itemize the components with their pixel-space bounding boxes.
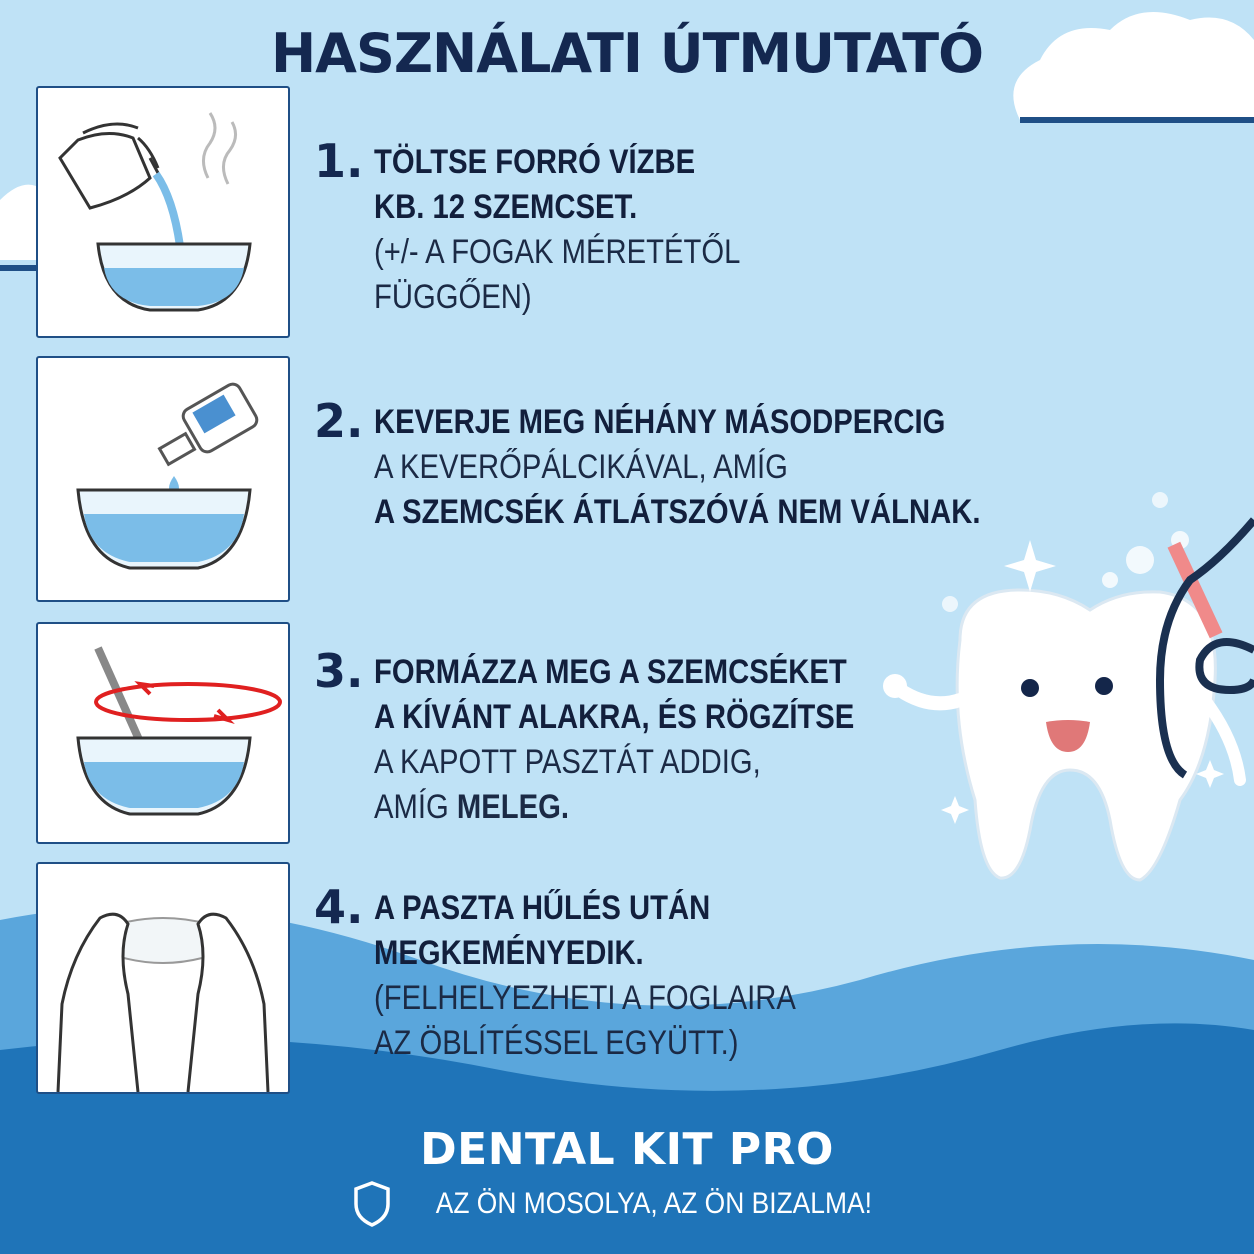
step-line: A SZEMCSÉK ÁTLÁTSZÓVÁ NEM VÁLNAK.: [374, 493, 981, 531]
cloud-icon: [0, 185, 36, 268]
step-line: FORMÁZZA MEG A SZEMCSÉKET: [374, 653, 847, 691]
step-line-emphasis: MELEG.: [456, 788, 569, 826]
step-number: 4.: [314, 880, 364, 934]
tooth-mascot-icon: [883, 492, 1254, 880]
bowl-icon: [98, 244, 250, 310]
step-3-illustration: [36, 622, 290, 844]
step-line: [374, 785, 854, 830]
slogan-row: [0, 1180, 1254, 1228]
step-line: (FELHELYEZHETI A FOGLAIRA: [374, 979, 796, 1017]
step-line: (+/- A FOGAK MÉRETÉTŐL: [374, 233, 741, 271]
step-line: MEGKEMÉNYEDIK.: [374, 934, 644, 972]
step-2-illustration: [36, 356, 290, 602]
shield-icon: [352, 1180, 392, 1228]
step-4-illustration: [36, 862, 290, 1094]
step-line: KB. 12 SZEMCSET.: [374, 188, 638, 226]
step-number: 1.: [314, 134, 364, 188]
brand-name: DENTAL KIT PRO: [420, 1124, 834, 1175]
step-line: A KÍVÁNT ALAKRA, ÉS RÖGZÍTSE: [374, 698, 855, 736]
step-1-illustration: [36, 86, 290, 338]
bowl-icon: [78, 738, 250, 814]
step-line: KEVERJE MEG NÉHÁNY MÁSODPERCIG: [374, 403, 946, 441]
step-line: AZ ÖBLÍTÉSSEL EGYÜTT.): [374, 1024, 739, 1062]
step-line: A KEVERŐPÁLCIKÁVAL, AMÍG: [374, 448, 788, 486]
step-line: A PASZTA HŰLÉS UTÁN: [374, 889, 711, 927]
step-line: TÖLTSE FORRÓ VÍZBE: [374, 143, 696, 181]
page-title: HASZNÁLATI ÚTMUTATÓ: [270, 22, 983, 85]
step-number: 3.: [314, 644, 364, 698]
step-line: FÜGGŐEN): [374, 278, 532, 316]
bowl-icon: [78, 490, 250, 568]
kettle-icon: [60, 124, 158, 208]
step-number: 2.: [314, 394, 364, 448]
step-line: A KAPOTT PASZTÁT ADDIG,: [374, 743, 761, 781]
step-line-part: AMÍG: [374, 788, 457, 826]
slogan: AZ ÖN MOSOLYA, AZ ÖN BIZALMA!: [435, 1187, 873, 1220]
bottle-icon: [160, 381, 260, 464]
hands-icon: [58, 914, 268, 1092]
